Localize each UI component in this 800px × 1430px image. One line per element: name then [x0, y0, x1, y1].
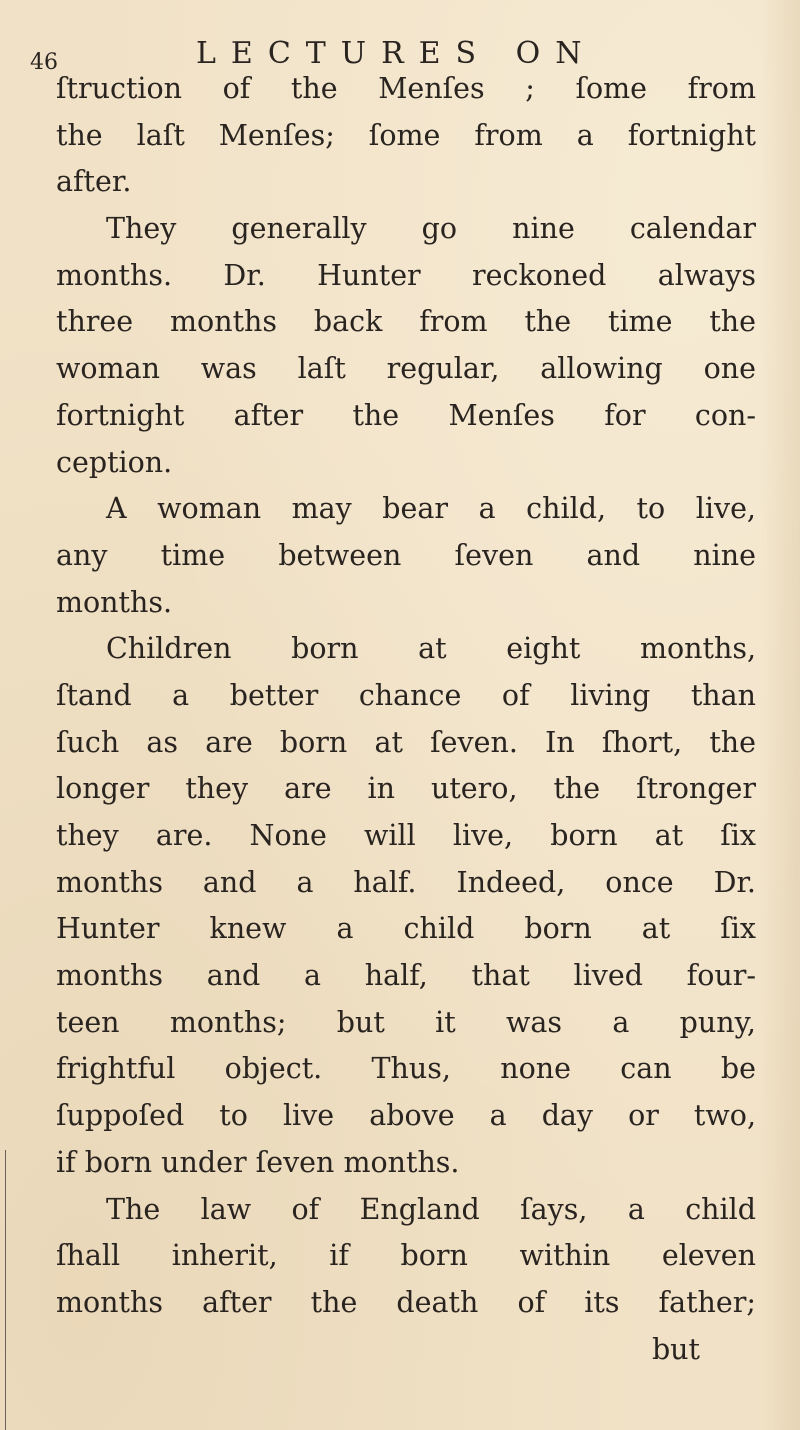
- text-line: ſuppoſed to live above a day or two,: [56, 1099, 756, 1133]
- margin-rule: [5, 1150, 6, 1430]
- text-line: three months back from the time the: [56, 305, 756, 339]
- text-line: woman was laſt regular, allowing one: [56, 352, 756, 386]
- text-line: they are. None will live, born at ſix: [56, 819, 756, 852]
- catchword: but: [651, 1332, 700, 1366]
- text-line: teen months; but it was a puny,: [56, 1005, 756, 1039]
- text-line: frightful object. Thus, none can be: [56, 1052, 756, 1086]
- text-line: months.: [56, 585, 173, 619]
- text-line: ception.: [56, 445, 173, 479]
- text-line: if born under ſeven months.: [56, 1145, 460, 1179]
- text-line: months and a half. Indeed, once Dr.: [56, 865, 756, 899]
- running-head: LECTURES ON: [196, 36, 597, 71]
- text-line: ſhall inherit, if born within eleven: [56, 1239, 756, 1273]
- text-line: ſuch as are born at ſeven. In ſhort, the: [56, 725, 756, 759]
- text-line: ſtand a better chance of living than: [56, 678, 756, 712]
- text-line: months. Dr. Hunter reckoned always: [56, 258, 756, 292]
- text-line: Hunter knew a child born at ſix: [56, 912, 756, 946]
- text-line: months after the death of its father;: [56, 1285, 756, 1319]
- text-line: The law of England ſays, a child: [106, 1192, 756, 1226]
- text-line: the laſt Menſes; ſome from a fortnight: [56, 118, 756, 152]
- text-line: ſtruction of the Menſes ; ſome from: [56, 72, 756, 105]
- text-line: after.: [56, 165, 132, 199]
- page-edge-shadow: [760, 0, 800, 1430]
- text-line: Children born at eight months,: [106, 632, 756, 666]
- text-line: fortnight after the Menſes for con-: [56, 398, 756, 432]
- text-line: any time between ſeven and nine: [56, 538, 756, 572]
- text-line: longer they are in utero, the ſtronger: [56, 772, 756, 806]
- text-line: A woman may bear a child, to live,: [106, 492, 756, 526]
- text-line: They generally go nine calendar: [106, 212, 756, 246]
- page-number: 46: [30, 50, 58, 75]
- body-text: [56, 66, 756, 1373]
- text-line: months and a half, that lived four-: [56, 959, 756, 993]
